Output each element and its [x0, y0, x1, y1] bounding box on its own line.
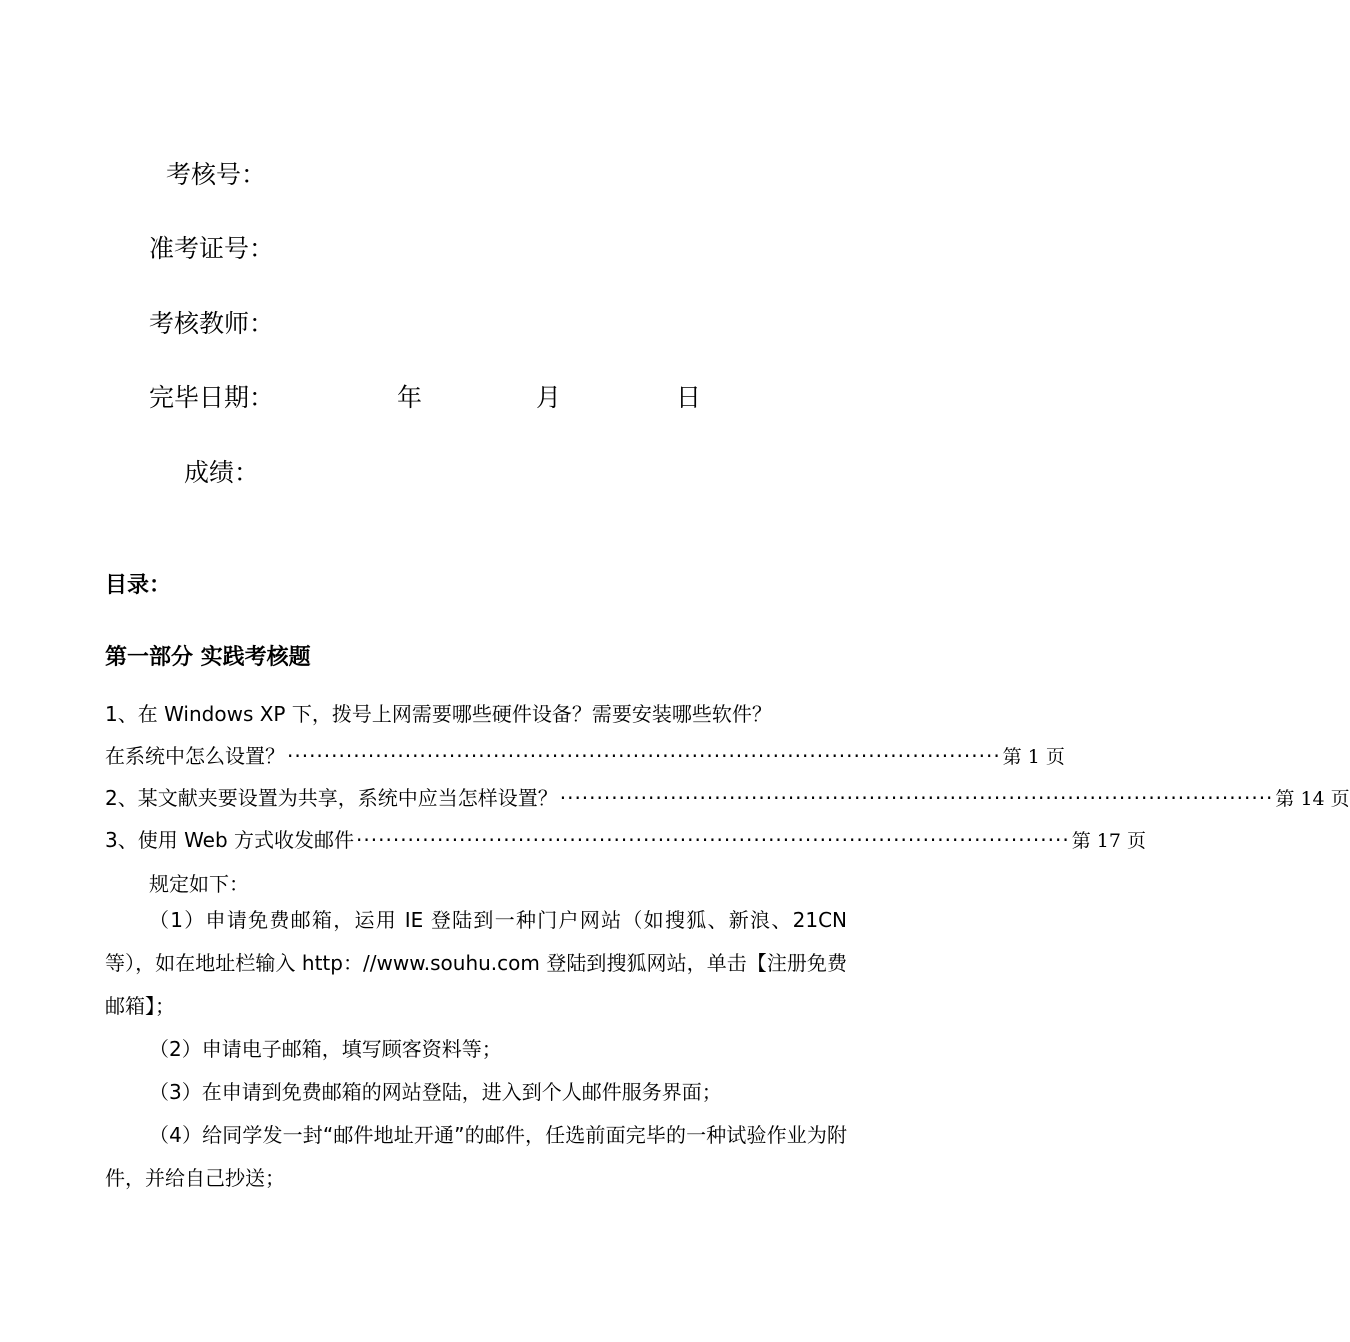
- toc-item-2-text: 2、某文献夹要设置为共享，系统中应当怎样设置？: [105, 786, 558, 810]
- toc-leader-dots: ·································································································: [287, 744, 1001, 768]
- day-label: 日: [676, 383, 702, 412]
- completion-date-label: 完毕日期：: [149, 383, 275, 412]
- toc-item-3-page: 第 17 页: [1071, 830, 1146, 852]
- toc-item-1-page: 第 1 页: [1002, 746, 1065, 768]
- toc-item-3: [105, 824, 1146, 852]
- year-label: 年: [397, 383, 423, 412]
- month-label: 月: [536, 383, 562, 412]
- toc-item-2: [105, 782, 1350, 810]
- admission-number-label: 准考证号：: [149, 234, 275, 263]
- toc-title: 目录：: [105, 573, 172, 598]
- toc-leader-dots: ·································································································: [559, 786, 1274, 810]
- exam-id-label: 考核号：: [166, 160, 267, 189]
- requirement-2: （2）申请电子邮箱，填写顾客资料等；: [149, 1037, 502, 1061]
- requirements-intro: 规定如下：: [149, 872, 249, 896]
- toc-item-1: [105, 740, 1065, 768]
- requirement-1: （1）申请免费邮箱，运用 IE 登陆到一种门户网站（如搜狐、新浪、21CN 等），如在地址栏输入 http：//www.souhu.com 登陆到搜狐网站，单击【注册免费邮箱】；: [105, 908, 847, 1018]
- toc-item-3-text: 3、使用 Web 方式收发邮件: [105, 828, 355, 852]
- toc-leader-dots: ·································································································: [356, 828, 1070, 852]
- part-title: 第一部分 实践考核题: [105, 645, 311, 670]
- toc-item-1-line-1: 1、在 Windows XP 下，拨号上网需要哪些硬件设备？需要安装哪些软件？: [105, 702, 772, 726]
- score-label: 成绩：: [184, 458, 260, 487]
- teacher-label: 考核教师：: [149, 309, 275, 338]
- requirement-3: （3）在申请到免费邮箱的网站登陆，进入到个人邮件服务界面；: [149, 1080, 722, 1104]
- requirement-4: （4）给同学发一封“邮件地址开通”的邮件，任选前面完毕的一种试验作业为附件，并给自己抄送；: [105, 1123, 847, 1190]
- toc-item-2-page: 第 14 页: [1275, 788, 1350, 810]
- toc-item-1-line-2: 在系统中怎么设置？: [105, 744, 285, 768]
